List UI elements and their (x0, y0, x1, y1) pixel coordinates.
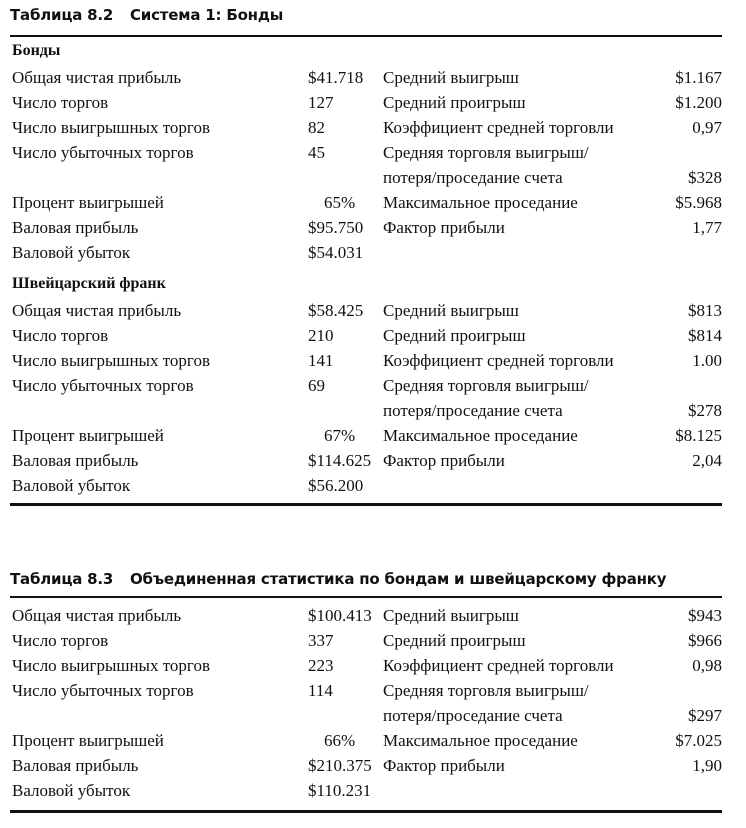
stat-row: Число торгов 210 (10, 323, 722, 348)
stat-label: Средний выигрыш (383, 68, 519, 87)
stat-label: Средняя торговля выигрыш/ (383, 376, 589, 395)
stat-label: Коэффициент средней торговли (383, 118, 614, 137)
stat-label: Максимальное проседание (383, 426, 578, 445)
stat-row (10, 373, 722, 398)
stat-label: Общая чистая прибыль (12, 606, 182, 625)
stat-row: Общая чистая прибыль $58.425 (10, 298, 722, 323)
stat-row (10, 603, 722, 628)
bottom-rule (10, 810, 722, 813)
stat-value: $8.125 (675, 426, 722, 445)
stat-row: Число убыточных торгов 45 (10, 140, 722, 165)
stat-label: Максимальное проседание (383, 193, 578, 212)
stat-label: Средняя торговля выигрыш/ (383, 681, 589, 700)
stat-row (10, 323, 722, 348)
stat-row (10, 678, 722, 703)
stat-value: 2,04 (692, 451, 722, 470)
section-heading: Швейцарский франк (12, 275, 166, 292)
stat-value: $7.025 (675, 731, 722, 750)
top-rule (10, 35, 722, 37)
stat-row (10, 398, 722, 423)
stat-row (10, 703, 722, 728)
stat-row: Общая чистая прибыль $100.413 (10, 603, 722, 628)
stat-label: Фактор прибыли (383, 451, 505, 470)
stat-label: Коэффициент средней торговли (383, 656, 614, 675)
stat-row: Валовой убыток $56.200 (10, 473, 722, 498)
stat-value: $813 (688, 301, 722, 320)
table-8-2 (10, 0, 722, 520)
stat-row (10, 140, 722, 165)
stat-label: Средний выигрыш (383, 301, 519, 320)
stat-value: $5.968 (675, 193, 722, 212)
stat-value: $814 (688, 326, 722, 345)
stat-label: Валовой убыток (12, 781, 131, 800)
stat-row: Число выигрышных торгов 82 (10, 115, 722, 140)
stat-label: Общая чистая прибыль (12, 301, 182, 320)
stat-label: Фактор прибыли (383, 756, 505, 775)
stat-label: Число убыточных торгов (12, 681, 194, 700)
table-title (10, 6, 283, 24)
stat-label: Число торгов (12, 93, 109, 112)
stat-row: Валовой убыток $54.031 (10, 240, 722, 265)
stat-label: Максимальное проседание (383, 731, 578, 750)
stat-row (10, 190, 722, 215)
stat-row (10, 65, 722, 90)
stat-row: Процент выигрышей 67% (10, 423, 722, 448)
stat-label: Число убыточных торгов (12, 376, 194, 395)
stat-label: Число торгов (12, 326, 109, 345)
stat-row (10, 348, 722, 373)
stat-label: Валовая прибыль (12, 756, 139, 775)
stat-row (10, 728, 722, 753)
stat-row: Число убыточных торгов 69 (10, 373, 722, 398)
table-number: Таблица 8.2 (10, 6, 114, 24)
stat-row (10, 653, 722, 678)
stat-label: Валовой убыток (12, 476, 131, 495)
stat-row: Процент выигрышей 65% (10, 190, 722, 215)
stat-row: Процент выигрышей 66% (10, 728, 722, 753)
stat-label: Фактор прибыли (383, 218, 505, 237)
stat-label: Процент выигрышей (12, 193, 164, 212)
stat-label: Средняя торговля выигрыш/ (383, 143, 589, 162)
stat-row: Валовая прибыль $114.625 (10, 448, 722, 473)
stat-value: $328 (688, 168, 722, 187)
stat-row: Число выигрышных торгов 141 (10, 348, 722, 373)
stat-value: 1.00 (692, 351, 722, 370)
section-heading: Бонды (12, 42, 61, 59)
stat-value: 1,77 (692, 218, 722, 237)
stat-value: $1.200 (675, 93, 722, 112)
stat-row (10, 628, 722, 653)
stat-value: $1.167 (675, 68, 722, 87)
stat-label: Число торгов (12, 631, 109, 650)
table-number: Таблица 8.3 (10, 570, 114, 588)
bottom-rule (10, 503, 722, 506)
stat-value: 1,90 (692, 756, 722, 775)
stat-row: Число выигрышных торгов 223 (10, 653, 722, 678)
stat-row (10, 165, 722, 190)
stat-label: потеря/проседание счета (383, 706, 563, 725)
table-8-3 (10, 560, 722, 828)
stat-row: Общая чистая прибыль $41.718 (10, 65, 722, 90)
stat-label: Число выигрышных торгов (12, 351, 211, 370)
stat-row (10, 298, 722, 323)
stat-value: $278 (688, 401, 722, 420)
stat-row: Число торгов 127 (10, 90, 722, 115)
stat-label: Валовой убыток (12, 243, 131, 262)
stat-label: Общая чистая прибыль (12, 68, 182, 87)
stat-row (10, 215, 722, 240)
stat-row: Число убыточных торгов 114 (10, 678, 722, 703)
stat-value: 0,97 (692, 118, 722, 137)
stat-label: Число выигрышных торгов (12, 118, 211, 137)
stat-row: Число торгов 337 (10, 628, 722, 653)
table-caption: Система 1: Бонды (130, 6, 284, 24)
table-caption: Объединенная статистика по бондам и швейцарскому франку (130, 570, 667, 588)
stat-row (10, 448, 722, 473)
stat-value: $943 (688, 606, 722, 625)
stat-row (10, 753, 722, 778)
stat-value: $297 (688, 706, 722, 725)
stat-label: Число убыточных торгов (12, 143, 194, 162)
stat-row (10, 90, 722, 115)
stat-label: Коэффициент средней торговли (383, 351, 614, 370)
stat-value: $966 (688, 631, 722, 650)
stat-label: Средний проигрыш (383, 93, 526, 112)
stat-label: Средний проигрыш (383, 631, 526, 650)
stat-label: Валовая прибыль (12, 451, 139, 470)
stat-label: Процент выигрышей (12, 731, 164, 750)
stat-label: Число выигрышных торгов (12, 656, 211, 675)
stat-row (10, 115, 722, 140)
stat-label: Средний выигрыш (383, 606, 519, 625)
stat-value: 0,98 (692, 656, 722, 675)
stat-label: Средний проигрыш (383, 326, 526, 345)
top-rule (10, 596, 722, 598)
table-title (10, 570, 666, 588)
stat-label: Процент выигрышей (12, 426, 164, 445)
stat-label: потеря/проседание счета (383, 168, 563, 187)
stat-row: Валовая прибыль $210.375 (10, 753, 722, 778)
stat-label: Валовая прибыль (12, 218, 139, 237)
stat-row: Валовой убыток $110.231 (10, 778, 722, 803)
stat-label: потеря/проседание счета (383, 401, 563, 420)
stat-row (10, 423, 722, 448)
stat-row: Валовая прибыль $95.750 (10, 215, 722, 240)
